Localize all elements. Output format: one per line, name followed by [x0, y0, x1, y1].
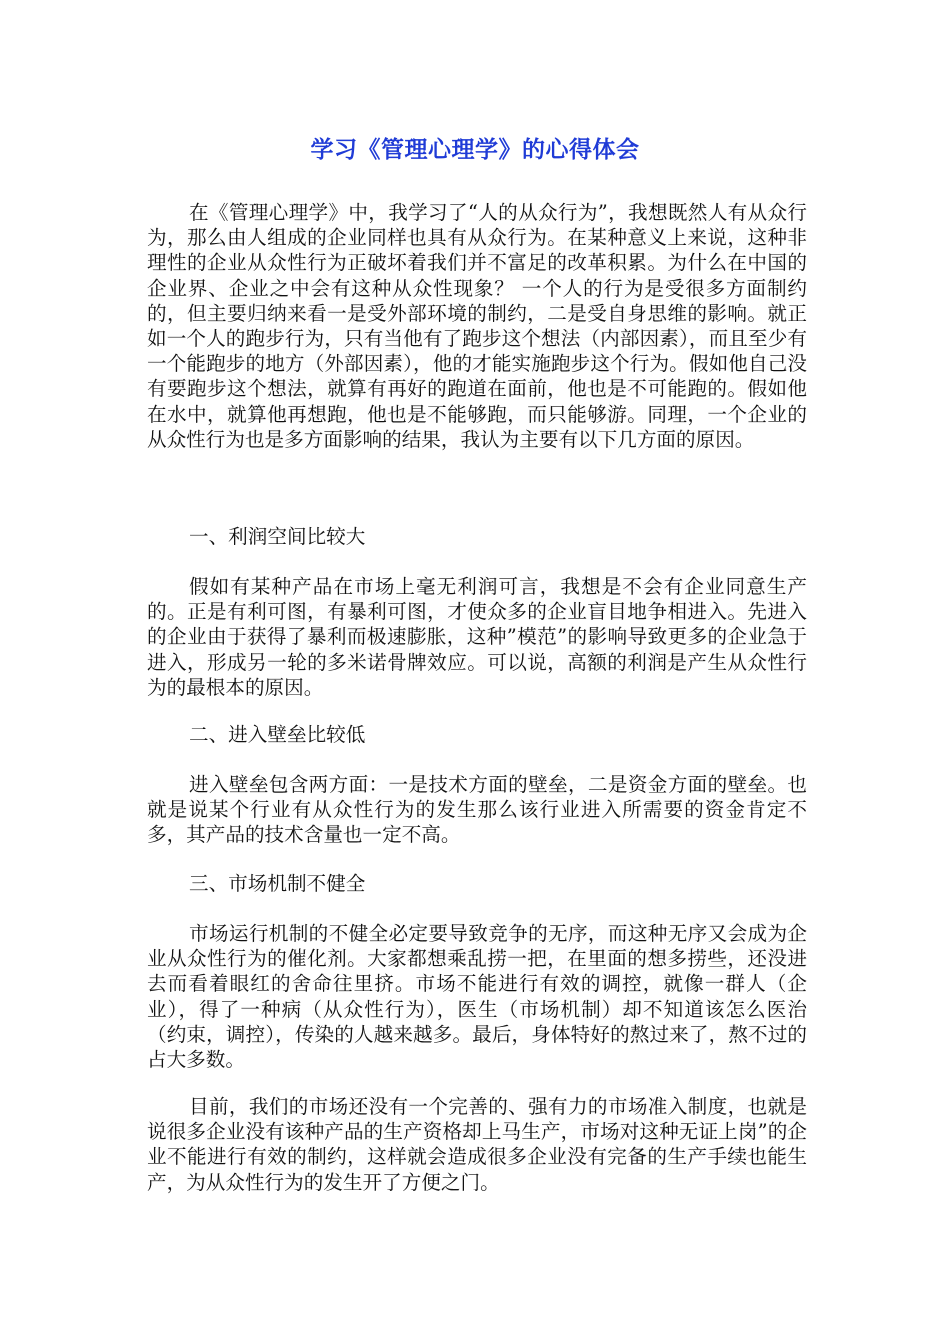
intro-paragraph: 在《管理心理学》中，我学习了“人的从众行为”，我想既然人有从众行为，那么由人组成的企业同样也具有从众行为。在某种意义上来说，这种非理性的企业从众性行为正破坏着我们并不富足的改革积累。为什么在中国的企业界、企业之中会有这种从众性现象？ 一个人的行为是受很多方面制约的，但主要归纳来看一是受外部环境的制约，二是受自身思维的影响。就正如一个人的跑步行为，只有当他有了跑步这个想法（内部因素），而且至少有一个能跑步的地方（外部因素），他的才能实施跑步这个行为。假如他自己没有要跑步这个想法，就算有再好的跑道在面前，他也是不可能跑的。假如他在水中，就算他再想跑，他也是不能够跑，而只能够游。同理，一个企业的从众性行为也是多方面影响的结果，我认为主要有以下几方面的原因。 [147, 201, 807, 451]
section-heading-3: 三、市场机制不健全 [189, 872, 366, 895]
section-heading-1: 一、利润空间比较大 [189, 525, 366, 548]
section-3-paragraph-continued: 目前，我们的市场还没有一个完善的、强有力的市场准入制度，也就是说很多企业没有该种产品的生产资格却上马生产，市场对这种无证上岗”的企业不能进行有效的制约，这样就会造成很多企业没有完备的生产手续也能生产，为从众性行为的发生开了方便之门。 [147, 1095, 807, 1194]
document-title: 学习《管理心理学》的心得体会 [310, 137, 640, 163]
section-1-paragraph: 假如有某种产品在市场上毫无利润可言，我想是不会有企业同意生产的。正是有利可图，有暴利可图，才使众多的企业盲目地争相进入。先进入的企业由于获得了暴利而极速膨胀，这种”模范”的影响导致更多的企业急于进入，形成另一轮的多米诺骨牌效应。可以说，高额的利润是产生从众性行为的最根本的原因。 [147, 575, 807, 699]
section-3-paragraph: 市场运行机制的不健全必定要导致竞争的无序，而这种无序又会成为企业从众性行为的催化剂。大家都想乘乱捞一把，在里面的想多捞些，还没进去而看着眼红的舍命往里挤。市场不能进行有效的调控，就像一群人（企业），得了一种病（从众性行为），医生（市场机制）却不知道该怎么医治（约束，调控），传染的人越来越多。最后，身体特好的熬过来了，熬不过的占大多数。 [147, 922, 807, 1072]
section-heading-2: 二、进入壁垒比较低 [189, 723, 366, 746]
section-2-paragraph: 进入壁垒包含两方面：一是技术方面的壁垒，二是资金方面的壁垒。也就是说某个行业有从众性行为的发生那么该行业进入所需要的资金肯定不多，其产品的技术含量也一定不高。 [147, 773, 807, 847]
